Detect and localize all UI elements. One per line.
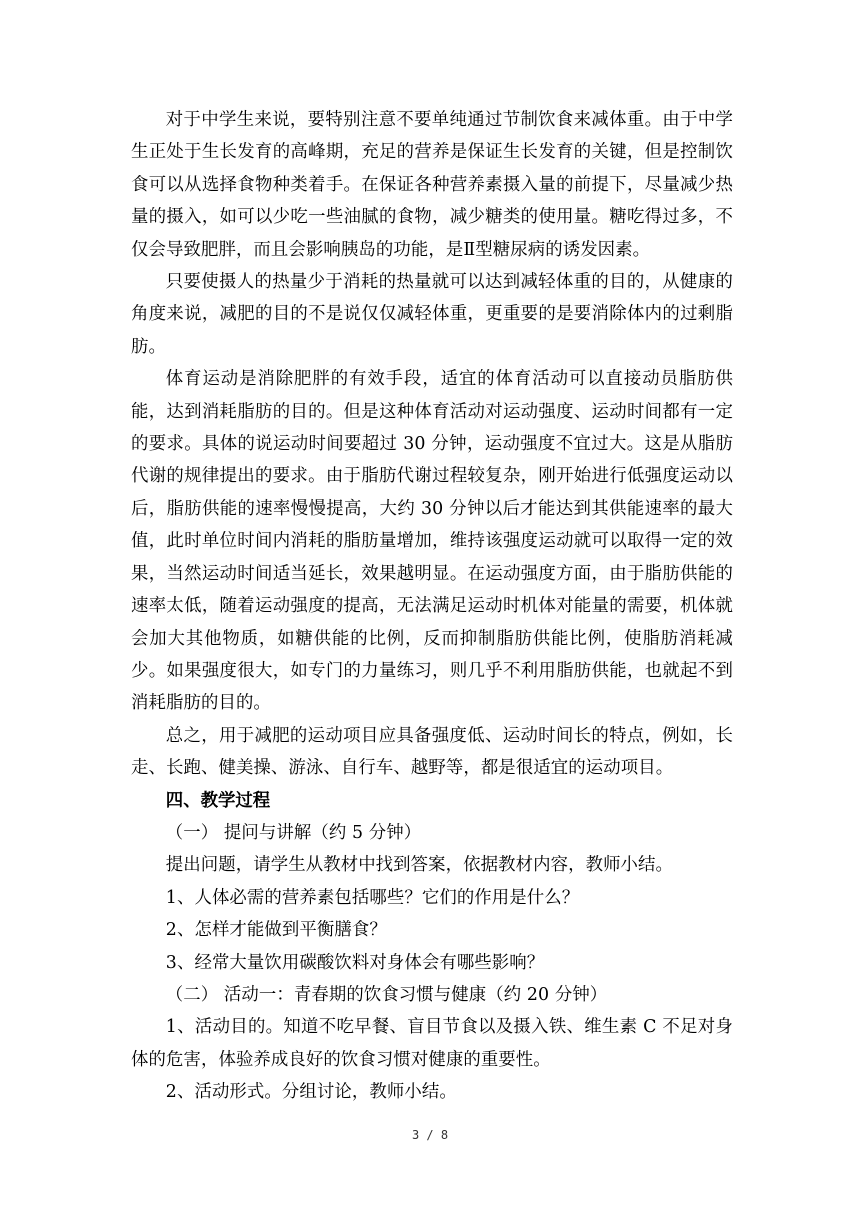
question-item: 3、经常大量饮用碳酸饮料对身体会有哪些影响？ <box>165 952 545 973</box>
document-body <box>131 104 733 1109</box>
paragraph-diet-advice: 对于中学生来说，要特别注意不要单纯通过节制饮食来减体重。由于中学生正处于生长发育的高峰期，充足的营养是保证生长发育的关键，但是控制饮食可以从选择食物种类着手。在保证各种营养素摄入量的前提下，尽量减少热量的摄入，如可以少吃一些油腻的食物，减少糖类的使用量。糖吃得过多，不仅会导致肥胖，而且会影响胰岛的功能，是Ⅱ型糖尿病的诱发因素。 <box>131 110 733 260</box>
subsection-title-activity: （二） 活动一：青春期的饮食习惯与健康（约 20 分钟） <box>165 984 608 1005</box>
activity-item: 1、活动目的。知道不吃早餐、盲目节食以及摄入铁、维生素 C 不足对身体的危害，体验养成良好的饮食习惯对健康的重要性。 <box>131 1017 733 1070</box>
question-item: 2、怎样才能做到平衡膳食？ <box>165 920 387 941</box>
section-heading-teaching-process: 四、教学过程 <box>165 790 271 811</box>
subsection-intro: 提出问题，请学生从教材中找到答案，依据教材内容，教师小结。 <box>165 855 674 876</box>
activity-item: 2、活动形式。分组讨论，教师小结。 <box>165 1082 457 1103</box>
page-number: 3 / 8 <box>411 1128 449 1142</box>
paragraph-calorie-balance: 只要使摄人的热量少于消耗的热量就可以达到减轻体重的目的，从健康的角度来说，减肥的目的不是说仅仅减轻体重，更重要的是要消除体内的过剩脂肪。 <box>131 272 733 357</box>
subsection-title-questions: （一） 提问与讲解（约 5 分钟） <box>165 822 422 843</box>
question-item: 1、人体必需的营养素包括哪些？它们的作用是什么？ <box>165 887 580 908</box>
paragraph-exercise: 体育运动是消除肥胖的有效手段，适宜的体育活动可以直接动员脂肪供能，达到消耗脂肪的目的。但是这种体育活动对运动强度、运动时间都有一定的要求。具体的说运动时间要超过 30 分钟，运动强度不宜过大。这是从脂肪代谢的规律提出的要求。由于脂肪代谢过程较复杂，刚开始进行低强度运动以后，脂肪供能的速率慢慢提高，大约 30 分钟以后才能达到其供能速率的最大值，此时单位时间内消耗的脂肪量增加，维持该强度运动就可以取得一定的效果，当然运动时间适当延长，效果越明显。在运动强度方面，由于脂肪供能的速率太低，随着运动强度的提高，无法满足运动时机体对能量的需要，机体就会加大其他物质，如糖供能的比例，反而抑制脂肪供能比例，使脂肪消耗减少。如果强度很大，如专门的力量练习，则几乎不利用脂肪供能，也就起不到消耗脂肪的目的。 <box>131 369 733 714</box>
paragraph-summary: 总之，用于减肥的运动项目应具备强度低、运动时间长的特点，例如，长走、长跑、健美操、游泳、自行车、越野等，都是很适宜的运动项目。 <box>131 725 733 779</box>
